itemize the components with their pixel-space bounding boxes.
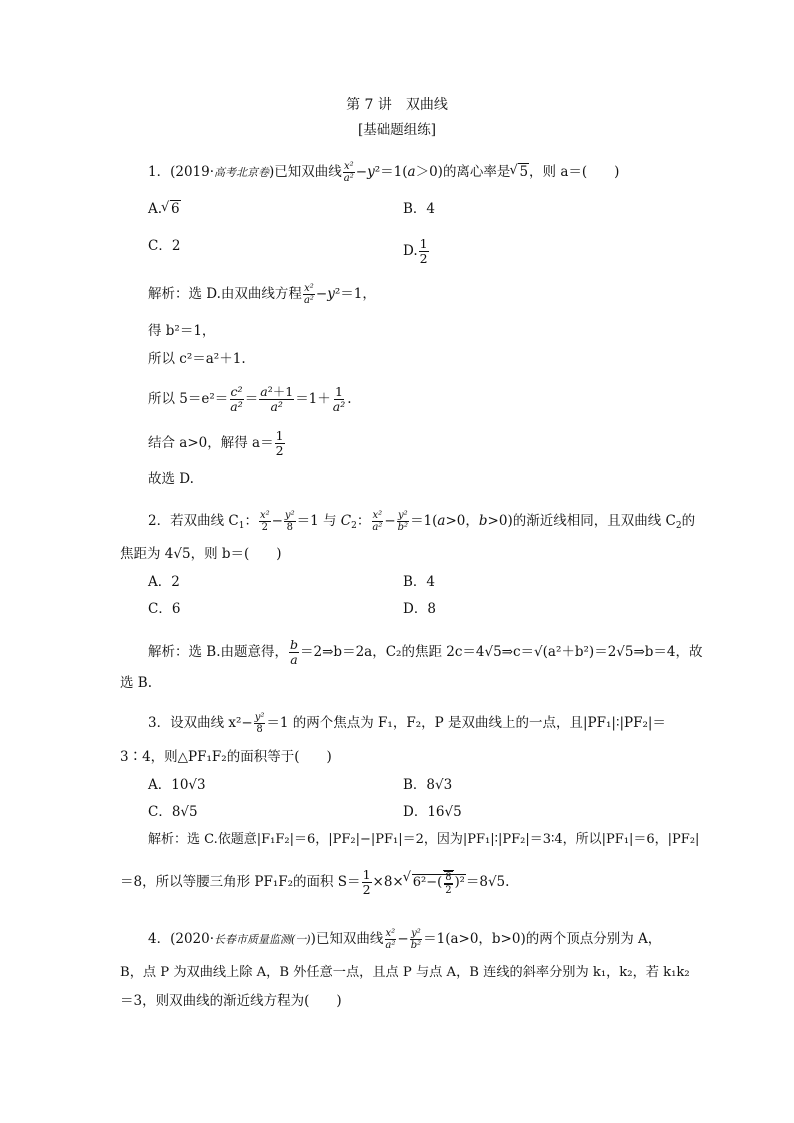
q1-stem-a: )已知双曲线 — [269, 164, 342, 180]
question-2-stem: 2．若双曲线 $C_1$： $\frac{\text{x²}}{2}$ − $\frac{\text{y²}}{8}$ ＝1 与 $C_2$： $\frac{\text{x²}}{\text{a²}}$ − $\frac{\text{y²}}{\text{b²}}$ ＝1(a>0，b>0)的渐近线相同，且双曲线 $C_2$的 — [148, 510, 696, 533]
q1-option-d: D. $\frac{1}{2}$ — [403, 236, 428, 266]
q2-option-a: A．2 — [148, 574, 180, 590]
q1-stem-b: 的离心率是 — [442, 164, 511, 180]
q1-solution-line-1: 解析：选 D.由双曲线方程 $\frac{\text{x²}}{\text{a²}}$ −y²＝1， — [148, 283, 376, 306]
lecture-title: 第 7 讲 双曲线 — [346, 97, 448, 113]
q1-sqrt5: √ 5 — [510, 163, 529, 181]
question-4-stem: 4．(2020·长春市质量监测(一))已知双曲线 $\frac{\text{x²}}{\text{a²}}$ − $\frac{\text{y²}}{\text{b²}}$ ＝1(a>0，b>0)的两个顶点分别为 A， — [148, 928, 662, 951]
q2-solution-line-2: 选 B. — [120, 675, 153, 691]
q3-option-b: B．8√3 — [403, 777, 453, 793]
q1-source: 高考北京卷 — [214, 166, 270, 179]
question-3-stem: 3．设双曲线 x²− $\frac{\text{y²}}{8}$ ＝1 的两个焦点为 F₁，F₂，P 是双曲线上的一点，且|PF₁|∶|PF₂|＝ — [148, 712, 666, 735]
q1-solution-line-4: 所以 5＝e²＝ $\frac{\text{c²}}{\text{a²}}$ ＝ $\frac{\text{a²＋1}}{\text{a²}}$ ＝1＋ $\frac{1}{\text{a²}}$ . — [148, 384, 352, 414]
q1-solution-line-6: 故选 D. — [148, 471, 194, 487]
q1-fraction: $\frac{\text{x²}}{\text{a²}}$ — [343, 161, 354, 184]
q3-option-a: A．10√3 — [148, 777, 206, 793]
q3-solution-line-1: 解析：选 C.依题意|F₁F₂|＝6，|PF₂|−|PF₁|＝2，因为|PF₁|∶|PF₂|＝3∶4，所以|PF₁|＝6，|PF₂| — [148, 832, 700, 847]
question-3-line-2: 3∶4，则△PF₁F₂的面积等于( ) — [120, 749, 332, 765]
question-4-line-2: B，点 P 为双曲线上除 A，B 外任意一点，且点 P 与点 A，B 连线的斜率分别为 k₁，k₂，若 k₁k₂ — [120, 965, 690, 980]
question-2-line-2: 焦距为 4√5，则 b＝( ) — [120, 546, 282, 562]
q2-option-d: D．8 — [403, 601, 436, 617]
q3-option-c: C．8√5 — [148, 804, 198, 820]
q2-option-b: B．4 — [403, 574, 436, 590]
question-1-stem: 1．(2019·高考北京卷)已知双曲线 $\frac{\text{x²}}{\text{a²}}$ −y²＝1(a＞0)的离心率是√ 5，则 a＝( ) — [148, 161, 619, 184]
q1-prefix: 1．(2019· — [148, 164, 215, 180]
q1-stem-c: ，则 a＝( ) — [529, 164, 620, 180]
section-subtitle: [基础题组练] — [357, 122, 437, 138]
q2-option-c: C．6 — [148, 601, 181, 617]
q3-solution-line-2: ＝8，所以等腰三角形 PF₁F₂的面积 S＝ $\frac{1}{2}$ ×8×√ 6²−( $\frac{8}{2}$ )²＝8√5. — [120, 868, 509, 897]
q1-solution-line-3: 所以 c²＝a²＋1. — [148, 351, 246, 367]
q1-option-c: C．2 — [148, 238, 181, 254]
question-4-line-3: ＝3，则双曲线的渐近线方程为( ) — [120, 993, 342, 1009]
q1-solution-line-2: 得 b²＝1， — [148, 323, 216, 339]
q2-solution-line-1: 解析：选 B.由题意得， $\frac{b}{a}$ ＝2⇒b＝2a，C₂的焦距 2c＝4√5⇒c＝√(a²＋b²)＝2√5⇒b＝4，故 — [148, 637, 703, 667]
q1-solution-line-5: 结合 a>0，解得 a＝ $\frac{1}{2}$ — [148, 428, 284, 458]
q1-option-b: B．4 — [403, 201, 436, 217]
q3-option-d: D．16√5 — [403, 804, 462, 820]
q1-option-a: A.√ 6 — [148, 200, 181, 218]
